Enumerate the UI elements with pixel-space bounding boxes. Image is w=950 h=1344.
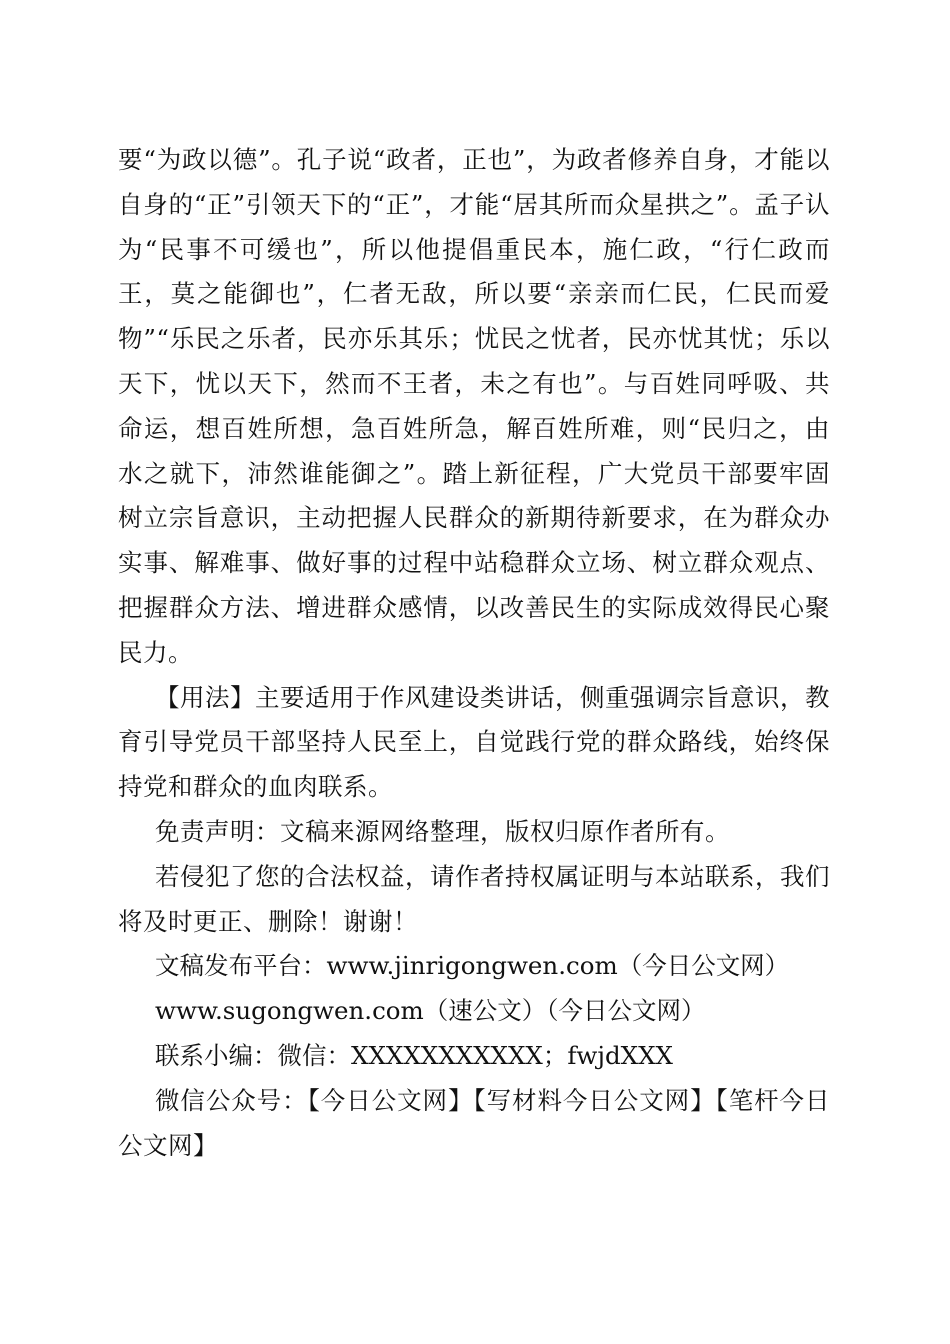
body-paragraph: 要“为政以德”。孔子说“政者，正也”，为政者修养自身，才能以自身的“正”引领天下的“正”，才能“居其所而众星拱之”。孟子认为“民事不可缓也”，所以他提倡重民本，施仁政，“行仁政而王，莫之能御也”，仁者无敌，所以要“亲亲而仁民，仁民而爱物”“乐民之乐者，民亦乐其乐；忧民之忧者，民亦忧其忧；乐以天下，忧以天下，然而不王者，未之有也”。与百姓同呼吸、共命运，想百姓所想，急百姓所急，解百姓所难，则“民归之，由水之就下，沛然谁能御之”。踏上新征程，广大党员干部要牢固树立宗旨意识，主动把握人民群众的新期待新要求，在为群众办实事、解难事、做好事的过程中站稳群众立场、树立群众观点、把握群众方法、增进群众感情，以改善民生的实际成效得民心聚民力。 [118,145,830,667]
platform-line: 文稿发布平台：www.jinrigongwen.com（今日公文网） [155,951,790,981]
platform-url-line: www.sugongwen.com（速公文）（今日公文网） [155,996,706,1026]
usage-paragraph: 【用法】主要适用于作风建设类讲话，侧重强调宗旨意识，教育引导党员干部坚持人民至上，自觉践行党的群众路线，始终保持党和群众的血肉联系。 [118,682,830,802]
wechat-accounts-line: 微信公众号：【今日公文网】【写材料今日公文网】【笔杆今日公文网】 [118,1085,830,1160]
disclaimer-line: 免责声明：文稿来源网络整理，版权归原作者所有。 [155,816,730,846]
contact-line: 联系小编：微信：XXXXXXXXXXX；fwjdXXX [155,1040,674,1070]
document-page [118,138,830,1168]
copyright-notice: 若侵犯了您的合法权益，请作者持权属证明与本站联系，我们将及时更正、删除！谢谢！ [118,861,830,936]
